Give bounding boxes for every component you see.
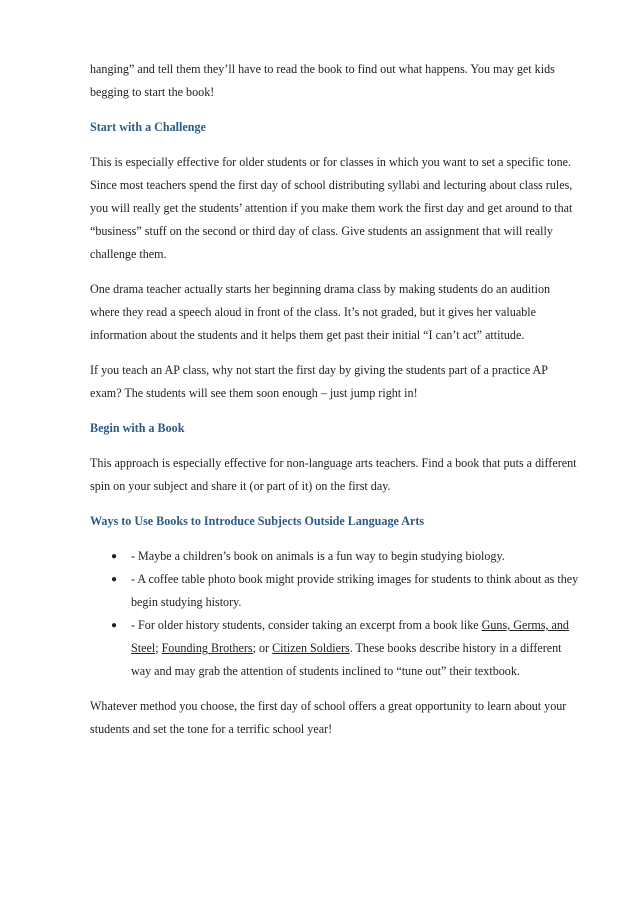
paragraph-conclusion: Whatever method you choose, the first day of school offers a great opportunity to learn about your students and set the tone for a terrific school year!	[90, 699, 567, 736]
list-item-sep: ;	[155, 641, 162, 655]
link-founding-brothers[interactable]: Founding Brothers	[161, 641, 253, 655]
book-ideas-list	[90, 545, 580, 683]
list-item	[90, 545, 580, 568]
list-item-text: - Maybe a children’s book on animals is a fun way to begin studying biology.	[131, 549, 505, 563]
document-page	[90, 58, 580, 753]
heading-ways-to-use-books: Ways to Use Books to Introduce Subjects Outside Language Arts	[90, 514, 425, 528]
list-item-text-pre: - For older history students, consider taking an excerpt from a book like	[131, 618, 482, 632]
paragraph-drama-teacher: One drama teacher actually starts her beginning drama class by making students do an audition where they read a speech aloud in front of the class. It’s not graded, but it gives her valuable information about the students and it helps them get past their initial “I can’t act” attitude.	[90, 282, 551, 342]
list-item	[90, 614, 580, 683]
heading-begin-with-book: Begin with a Book	[90, 421, 185, 435]
paragraph-book-approach: This approach is especially effective for non-language arts teachers. Find a book that puts a different spin on your subject and share it (or part of it) on the first day.	[90, 456, 577, 493]
bullet-icon: ●	[111, 551, 118, 562]
list-item	[90, 568, 580, 614]
heading-start-with-challenge: Start with a Challenge	[90, 120, 206, 134]
list-item-text: - A coffee table photo book might provide striking images for students to think about as they begin studying history.	[131, 572, 579, 609]
list-item-text-post: . These books describe history in a different way and may grab the attention of students inclined to “tune out” their textbook.	[131, 641, 562, 678]
link-guns-germs-steel[interactable]: Guns, Germs, and Steel	[131, 618, 569, 655]
paragraph-ap-class: If you teach an AP class, why not start the first day by giving the students part of a practice AP exam? The students will see them soon enough – just jump right in!	[90, 363, 548, 400]
paragraph-intro-end: hanging” and tell them they’ll have to read the book to find out what happens. You may get kids begging to start the book!	[90, 62, 555, 99]
link-citizen-soldiers[interactable]: Citizen Soldiers	[272, 641, 350, 655]
list-item-sep: ; or	[252, 641, 273, 655]
bullet-icon: ●	[111, 574, 118, 585]
paragraph-challenge: This is especially effective for older students or for classes in which you want to set a specific tone. Since most teachers spend the first day of school distributing syllabi and lecturing about class rules, you will really get the students’ attention if you make them work the first day and get around to that “business” stuff on the second or third day of class. Give students an assignment that will really challenge them.	[90, 155, 573, 261]
bullet-icon: ●	[111, 620, 118, 631]
